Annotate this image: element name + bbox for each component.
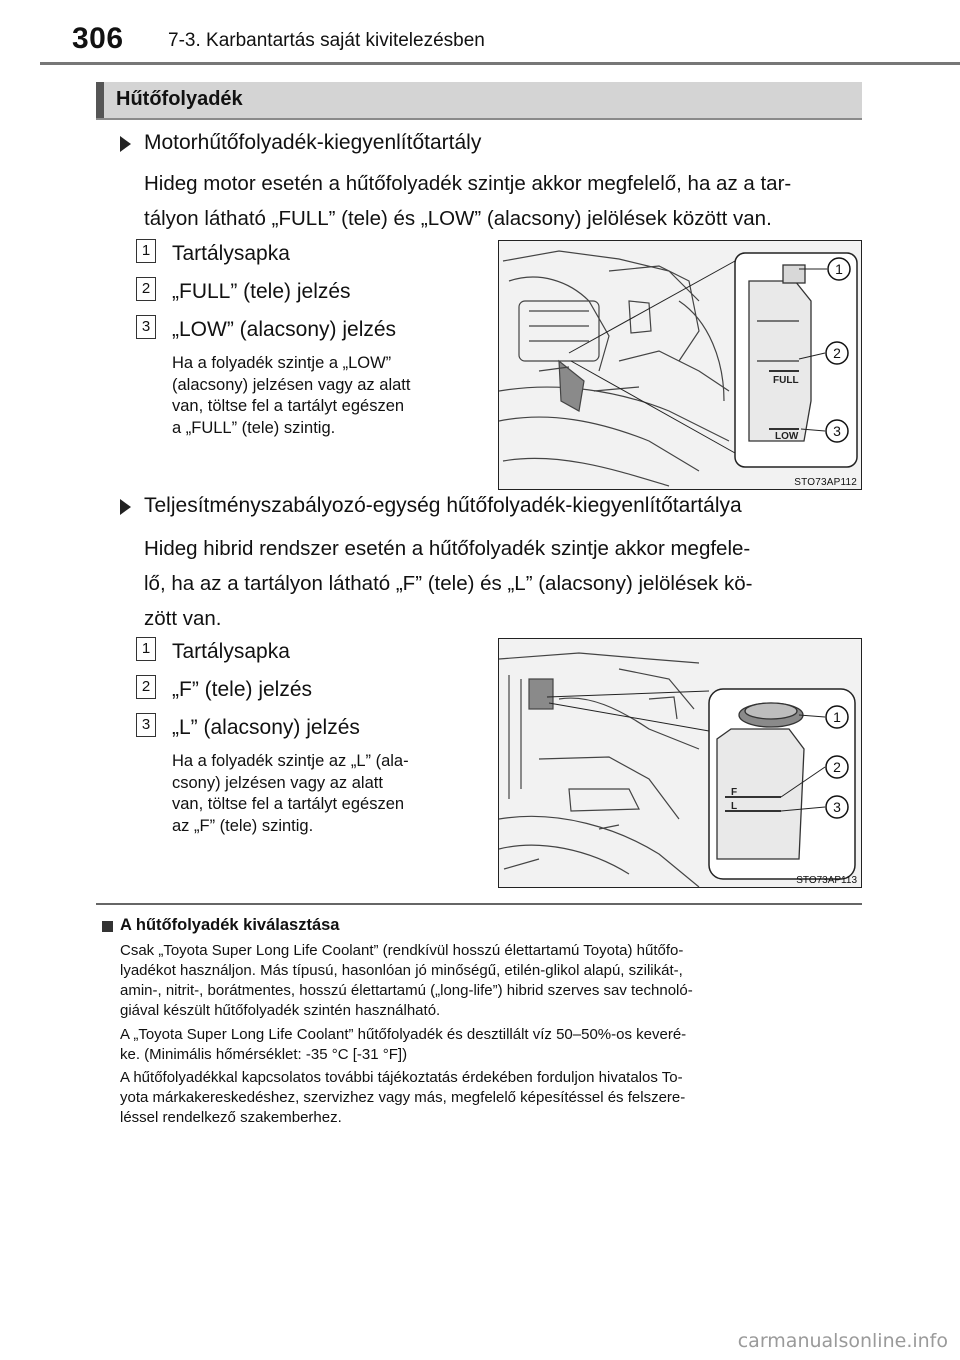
low-mark-label: LOW xyxy=(775,431,799,442)
block2-note xyxy=(172,751,478,837)
bullet-triangle-icon xyxy=(120,136,131,152)
paragraph-line: yota márkakereskedéshez, szervizhez vagy más, megfelelő képesítéssel és felszere- xyxy=(120,1089,686,1106)
callout-number: 1 xyxy=(833,709,841,725)
paragraph-line: A „Toyota Super Long Life Coolant” hűtőfolyadék és desztillált víz 50–50%-os keveré- xyxy=(120,1026,687,1043)
block1-heading: Motorhűtőfolyadék-kiegyenlítőtartály xyxy=(144,131,482,154)
figure-code: STO73AP113 xyxy=(796,875,857,886)
note-line: (alacsony) jelzésen vagy az alatt xyxy=(172,375,411,394)
note-line: van, töltse fel a tartályt egészen xyxy=(172,397,405,415)
item-label: „FULL” (tele) jelzés xyxy=(172,280,351,303)
item-label: Tartálysapka xyxy=(172,640,290,663)
block2-text-line: zött van. xyxy=(144,607,222,630)
engine-bay-drawing xyxy=(499,639,862,888)
engine-bay-drawing xyxy=(499,241,862,490)
watermark: carmanualsonline.info xyxy=(737,1330,948,1352)
callout-number: 3 xyxy=(833,799,841,815)
section-title: Hűtőfolyadék xyxy=(116,88,243,110)
note-line: Ha a folyadék szintje a „LOW” xyxy=(172,354,392,372)
header-divider xyxy=(40,62,960,65)
item-number-badge: 2 xyxy=(136,675,156,699)
callout-number: 2 xyxy=(833,759,841,775)
item-number-badge: 3 xyxy=(136,315,156,339)
coolant-paragraph-3 xyxy=(120,1068,834,1128)
page-number: 306 xyxy=(72,22,124,55)
full-mark-label: FULL xyxy=(773,375,799,386)
item-label: Tartálysapka xyxy=(172,242,290,265)
item-number-badge: 1 xyxy=(136,239,156,263)
item-number-badge: 3 xyxy=(136,713,156,737)
section-divider xyxy=(96,903,862,905)
paragraph-line: lyadékot használjon. Más típusú, hasonlóan jó minőségű, etilén-glikol alapú, szilikát-, xyxy=(120,962,683,979)
item-label: „F” (tele) jelzés xyxy=(172,678,313,701)
block2-heading: Teljesítményszabályozó-egység hűtőfolyadék-kiegyenlítőtartálya xyxy=(144,494,742,517)
note-line: a „FULL” (tele) szintig. xyxy=(172,418,336,437)
engine-coolant-reservoir-illustration xyxy=(498,240,862,490)
chapter-title: 7-3. Karbantartás saját kivitelezésben xyxy=(168,30,485,51)
section-header xyxy=(96,82,862,120)
note-line: az „F” (tele) szintig. xyxy=(172,816,314,835)
square-bullet-icon xyxy=(102,921,113,932)
f-mark-label: F xyxy=(731,787,738,798)
block2-text xyxy=(144,531,858,636)
coolant-paragraph-1 xyxy=(120,941,834,1021)
paragraph-line: A hűtőfolyadékkal kapcsolatos további tájékoztatás érdekében forduljon hivatalos To- xyxy=(120,1069,683,1086)
section-marker xyxy=(96,82,104,118)
figure-code: STO73AP112 xyxy=(794,477,857,488)
item-number-badge: 1 xyxy=(136,637,156,661)
bullet-triangle-icon xyxy=(120,499,131,515)
block1-text-line: tályon látható „FULL” (tele) és „LOW” (alacsony) jelölések között van. xyxy=(144,207,772,230)
pcu-coolant-reservoir-illustration xyxy=(498,638,862,888)
paragraph-line: Csak „Toyota Super Long Life Coolant” (rendkívül hosszú élettartamú Toyota) hűtőfo- xyxy=(120,942,684,959)
paragraph-line: ke. (Minimális hőmérséklet: -35 °C [-31 °F]) xyxy=(120,1046,408,1063)
note-line: van, töltse fel a tartályt egészen xyxy=(172,795,405,813)
block1-note xyxy=(172,353,478,439)
block2-text-line: lő, ha az a tartályon látható „F” (tele) és „L” (alacsony) jelölések kö- xyxy=(144,572,753,595)
block1-text-line: Hideg motor esetén a hűtőfolyadék szintje akkor megfelelő, ha az a tar- xyxy=(144,172,792,195)
item-number-badge: 2 xyxy=(136,277,156,301)
item-label: „L” (alacsony) jelzés xyxy=(172,716,360,739)
block2-text-line: Hideg hibrid rendszer esetén a hűtőfolyadék szintje akkor megfele- xyxy=(144,537,751,560)
callout-number: 1 xyxy=(835,261,843,277)
paragraph-line: giával készült hűtőfolyadék szintén használható. xyxy=(120,1002,441,1019)
l-mark-label: L xyxy=(731,801,738,812)
callout-number: 3 xyxy=(833,423,841,439)
note-line: csony) jelzésen vagy az alatt xyxy=(172,773,383,792)
note-line: Ha a folyadék szintje az „L” (ala- xyxy=(172,752,409,770)
block1-text xyxy=(144,166,858,236)
paragraph-line: amin-, nitrit-, borátmentes, hosszú élettartamú („long-life”) hibrid szerves sav technoló- xyxy=(120,982,693,999)
paragraph-line: léssel rendelkező szakemberhez. xyxy=(120,1109,342,1126)
coolant-selection-title: A hűtőfolyadék kiválasztása xyxy=(120,916,340,934)
callout-number: 2 xyxy=(833,345,841,361)
coolant-paragraph-2 xyxy=(120,1025,834,1065)
item-label: „LOW” (alacsony) jelzés xyxy=(172,318,397,341)
